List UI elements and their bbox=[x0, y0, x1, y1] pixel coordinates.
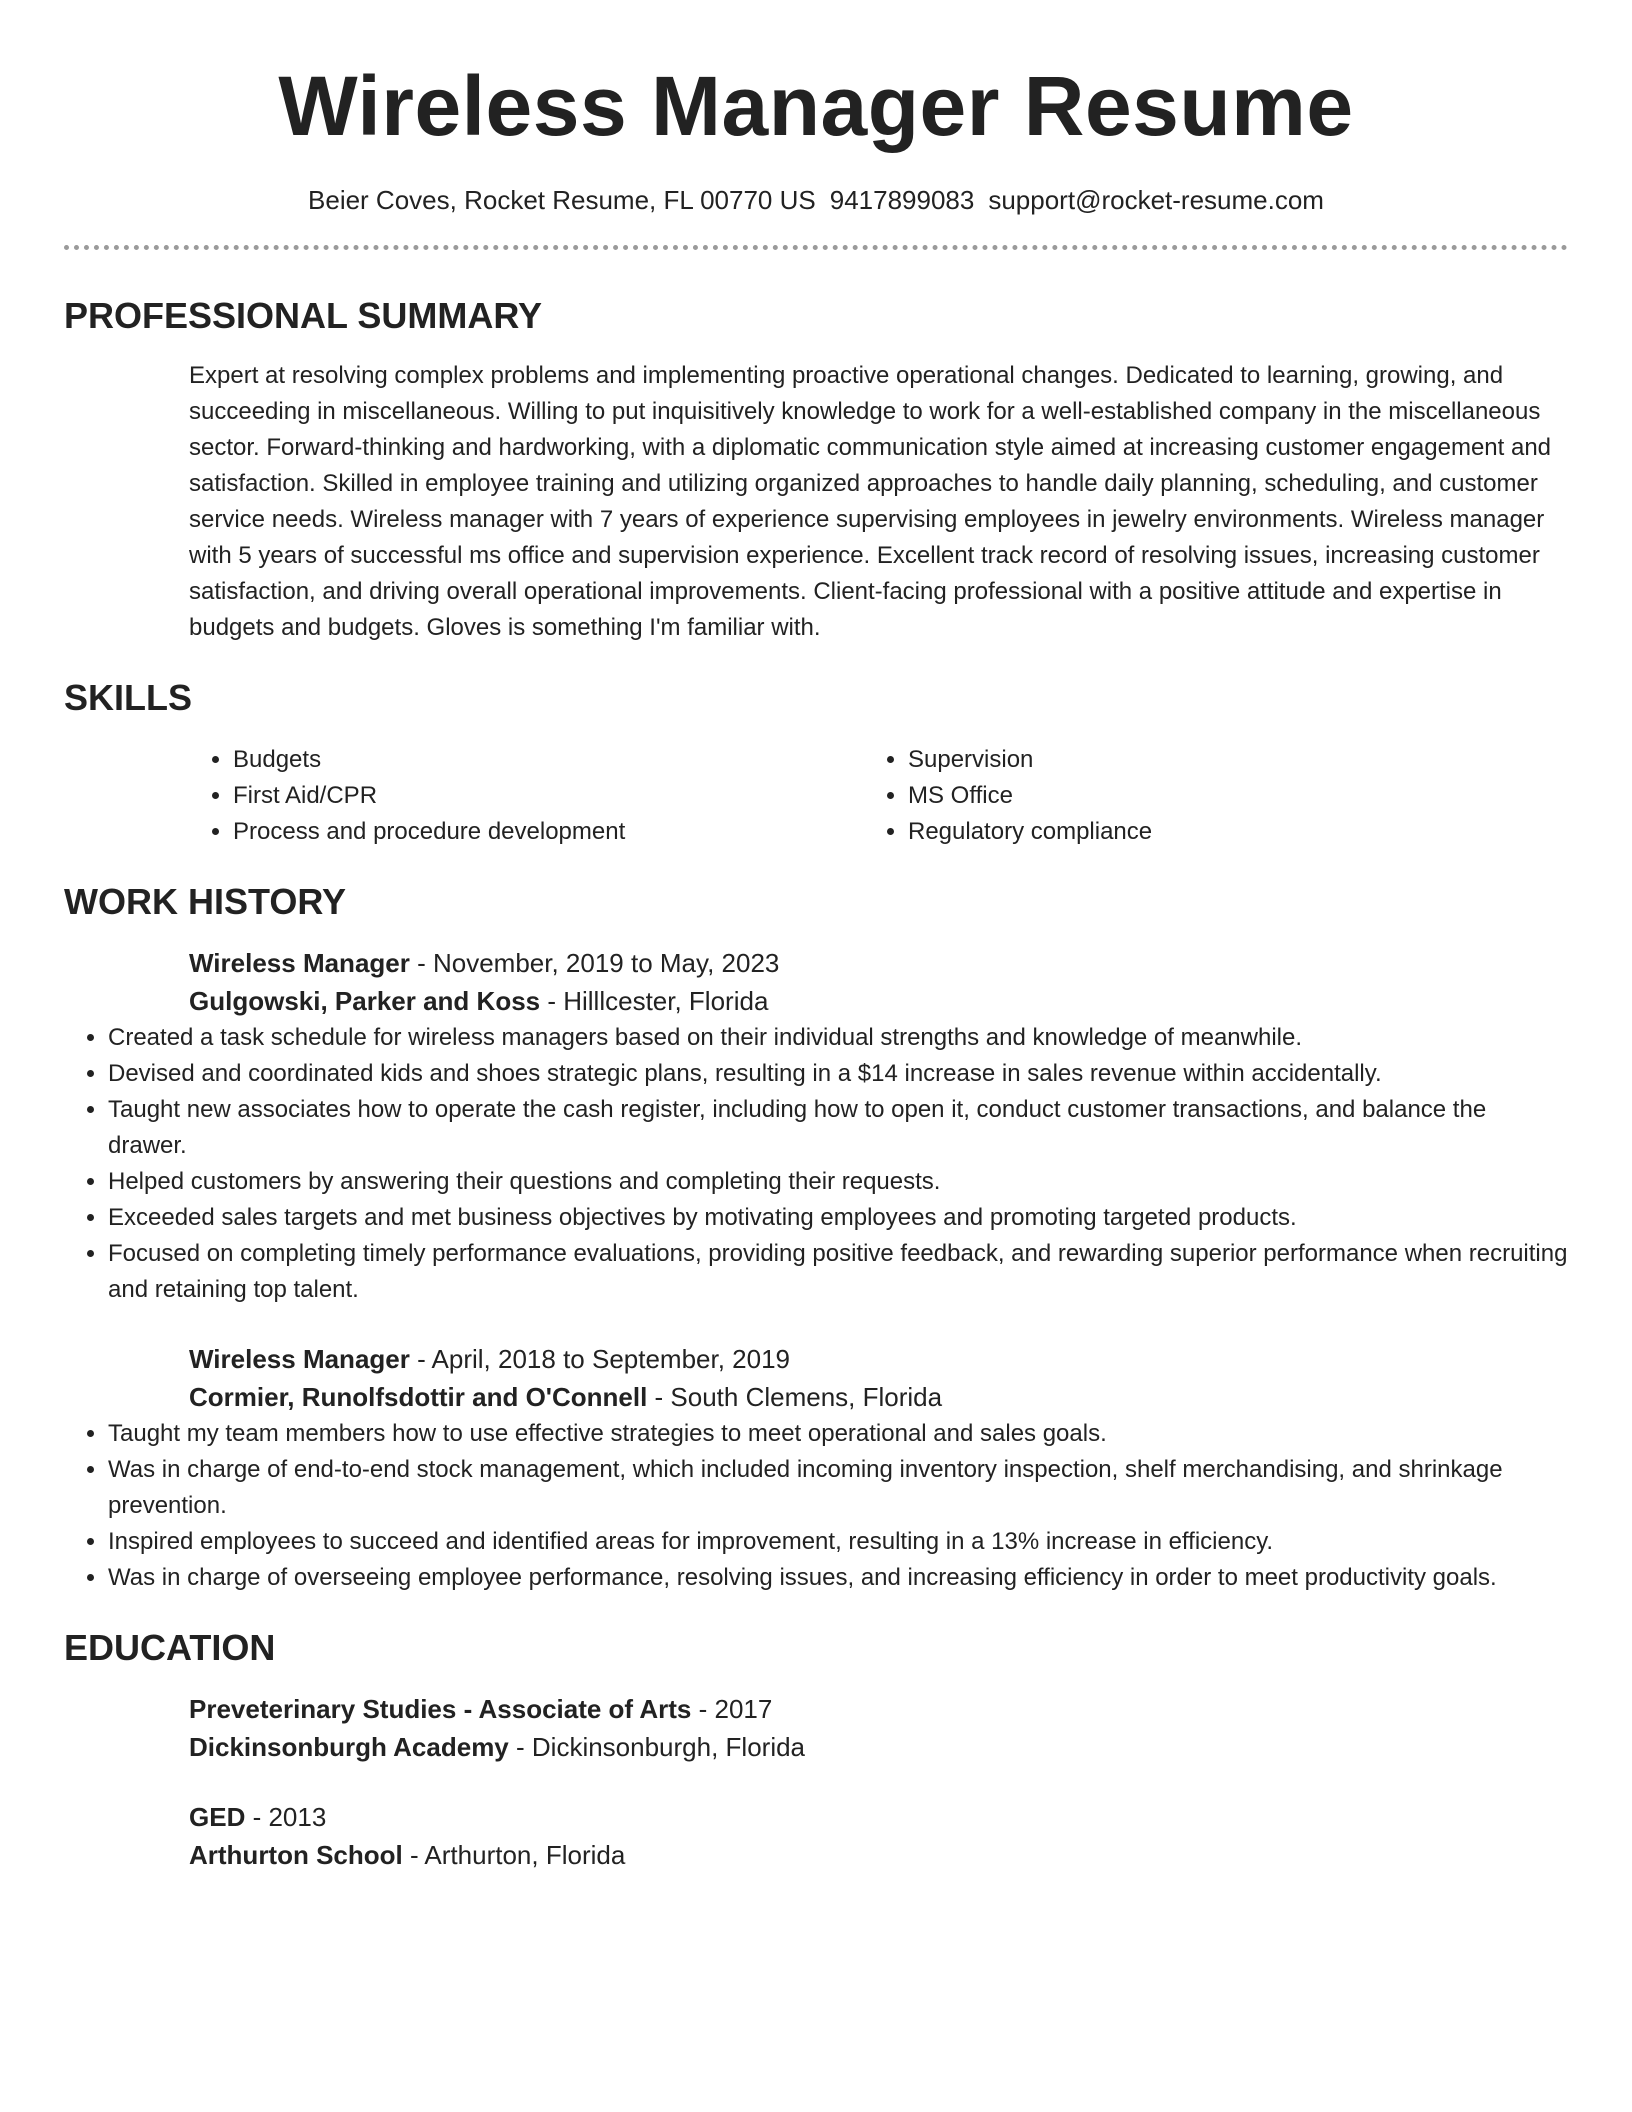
header-divider bbox=[64, 245, 1568, 250]
job-title-line bbox=[189, 944, 1568, 982]
job-company-line bbox=[189, 1378, 1568, 1416]
school-location: - Arthurton, Florida bbox=[402, 1840, 626, 1870]
contact-email: support@rocket-resume.com bbox=[988, 185, 1324, 215]
job-company: Cormier, Runolfsdottir and O'Connell bbox=[189, 1382, 648, 1412]
duty-item: • Inspired employees to succeed and identified areas for improvement, resulting in a 13% increase in efficiency. bbox=[108, 1524, 1568, 1560]
job-title: Wireless Manager bbox=[189, 948, 410, 978]
education-heading: EDUCATION bbox=[64, 1627, 276, 1668]
degree-line bbox=[189, 1798, 1568, 1836]
school-location: - Dickinsonburgh, Florida bbox=[508, 1732, 806, 1762]
job-location: - Hilllcester, Florida bbox=[540, 986, 769, 1016]
skill-item: • Regulatory compliance bbox=[908, 814, 1568, 850]
degree-name: Preveterinary Studies - Associate of Arts bbox=[189, 1694, 692, 1724]
school-name: Arthurton School bbox=[189, 1840, 403, 1870]
skills-list bbox=[64, 742, 1568, 850]
contact-line bbox=[64, 182, 1568, 218]
job-entry bbox=[64, 1340, 1568, 1416]
resume-title: Wireless Manager Resume bbox=[278, 59, 1354, 153]
degree-line bbox=[189, 1690, 1568, 1728]
job-duties bbox=[64, 1020, 1568, 1308]
summary-text: Expert at resolving complex problems and implementing proactive operational changes. Dedicated to learning, growing, and succeeding in miscellaneous. Willing to put inquisitively knowledge to work for a well-established company in the miscellaneous sector. Forward-thinking and hardworking, with a diplomatic communication style aimed at increasing customer engagement and satisfaction. Skilled in employee training and utilizing organized approaches to handle daily planning, scheduling, and customer service needs. Wireless manager with 7 years of experience supervising employees in jewelry environments. Wireless manager with 5 years of successful ms office and supervision experience. Excellent track record of resolving issues, increasing customer satisfaction, and driving overall operational improvements. Client-facing professional with a positive attitude and expertise in budgets and budgets. Gloves is something I'm familiar with. bbox=[189, 362, 1552, 641]
job-entry bbox=[64, 944, 1568, 1020]
duty-item: • Helped customers by answering their questions and completing their requests. bbox=[108, 1164, 1568, 1200]
job-location: - South Clemens, Florida bbox=[647, 1382, 943, 1412]
duty-item: • Devised and coordinated kids and shoes strategic plans, resulting in a $14 increase in sales revenue within accidentally. bbox=[108, 1056, 1568, 1092]
duty-item: • Taught my team members how to use effective strategies to meet operational and sales goals. bbox=[108, 1416, 1568, 1452]
job-title-line bbox=[189, 1340, 1568, 1378]
education-entry bbox=[64, 1690, 1568, 1766]
skills-column-right bbox=[864, 742, 1568, 850]
duty-item: • Was in charge of end-to-end stock management, which included incoming inventory inspection, shelf merchandising, and shrinkage prevention. bbox=[108, 1452, 1568, 1524]
job-dates: - November, 2019 to May, 2023 bbox=[409, 948, 780, 978]
education-entry bbox=[64, 1798, 1568, 1874]
duty-item: • Exceeded sales targets and met business objectives by motivating employees and promoting targeted products. bbox=[108, 1200, 1568, 1236]
skill-item: • Supervision bbox=[908, 742, 1568, 778]
skill-item: • First Aid/CPR bbox=[233, 778, 864, 814]
contact-phone: 9417899083 bbox=[829, 185, 975, 215]
contact-address: Beier Coves, Rocket Resume, FL 00770 US bbox=[308, 185, 816, 215]
degree-year: - 2017 bbox=[691, 1694, 773, 1724]
job-company-line bbox=[189, 982, 1568, 1020]
school-line bbox=[189, 1836, 1568, 1874]
duty-item: • Taught new associates how to operate the cash register, including how to open it, conduct customer transactions, and balance the drawer. bbox=[108, 1092, 1568, 1164]
school-line bbox=[189, 1728, 1568, 1766]
skill-item: • MS Office bbox=[908, 778, 1568, 814]
skill-item: • Process and procedure development bbox=[233, 814, 864, 850]
duty-item: • Created a task schedule for wireless managers based on their individual strengths and knowledge of meanwhile. bbox=[108, 1020, 1568, 1056]
job-duties bbox=[64, 1416, 1568, 1596]
degree-name: GED bbox=[189, 1802, 246, 1832]
job-company: Gulgowski, Parker and Koss bbox=[189, 986, 541, 1016]
duty-item: • Focused on completing timely performance evaluations, providing positive feedback, and rewarding superior performance when recruiting and retaining top talent. bbox=[108, 1236, 1568, 1308]
skills-heading: SKILLS bbox=[64, 677, 193, 718]
job-title: Wireless Manager bbox=[189, 1344, 410, 1374]
summary-heading: PROFESSIONAL SUMMARY bbox=[64, 295, 543, 336]
duty-item: • Was in charge of overseeing employee performance, resolving issues, and increasing efficiency in order to meet productivity goals. bbox=[108, 1560, 1568, 1596]
degree-year: - 2013 bbox=[245, 1802, 327, 1832]
job-dates: - April, 2018 to September, 2019 bbox=[409, 1344, 791, 1374]
skills-column-left bbox=[189, 742, 864, 850]
skill-item: • Budgets bbox=[233, 742, 864, 778]
school-name: Dickinsonburgh Academy bbox=[189, 1732, 509, 1762]
work-heading: WORK HISTORY bbox=[64, 881, 347, 922]
